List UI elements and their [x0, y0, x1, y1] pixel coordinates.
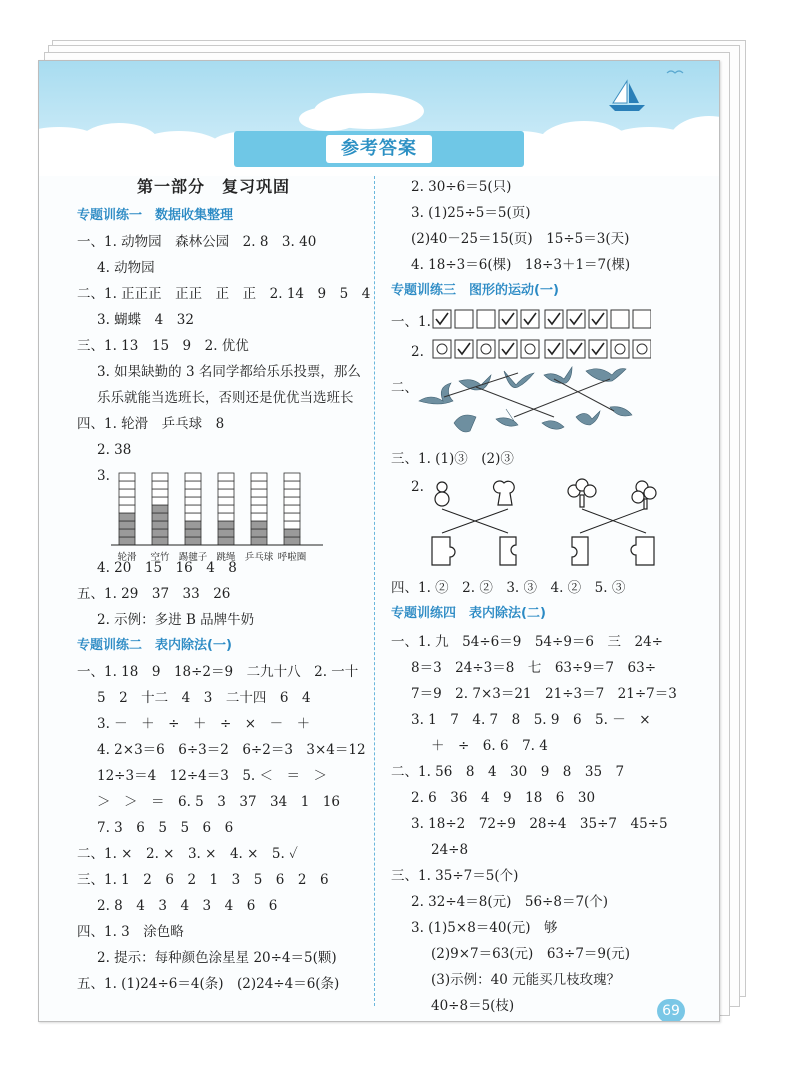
tally-bar-label: 踢毽子	[178, 552, 208, 563]
tally-bar-chart	[111, 465, 331, 547]
tally-cell	[119, 505, 135, 513]
answer-line: 7. 3 6 5 5 6 6	[97, 820, 234, 836]
answer-line: 24÷8	[431, 842, 469, 858]
tally-bar	[119, 473, 135, 545]
tally-cell-filled	[185, 537, 201, 545]
tally-cell-filled	[185, 529, 201, 537]
page-title: 参考答案	[326, 135, 432, 163]
tally-cell-filled	[119, 537, 135, 545]
tally-cell	[284, 505, 300, 513]
answer-line: 二、	[391, 380, 418, 396]
bird-matching-figure	[414, 361, 654, 443]
tally-cell	[185, 505, 201, 513]
answer-line: 5 2 十二 4 3 二十四 6 4	[97, 690, 311, 706]
tally-bar	[284, 473, 300, 545]
tally-bar-label: 跳绳	[216, 552, 236, 563]
tally-cell-filled	[119, 513, 135, 521]
tally-cell	[185, 473, 201, 481]
tally-cell	[284, 473, 300, 481]
part-title: 第一部分 复习巩固	[137, 177, 291, 196]
tally-cell-filled	[218, 521, 234, 529]
answer-page	[38, 60, 720, 1022]
tally-bar	[218, 473, 234, 545]
tally-cell	[251, 489, 267, 497]
tally-cell	[119, 481, 135, 489]
column-divider	[374, 176, 375, 1006]
answer-line: 4. 18÷3＝6(棵) 18÷3＋1＝7(棵)	[411, 257, 631, 273]
answer-line: 二、1. 正正正 正正 正 正 2. 14 9 5 4	[77, 286, 371, 302]
answer-line: 三、1. 35÷7＝5(个)	[391, 868, 519, 884]
answer-line: 2. 38	[97, 442, 132, 458]
tally-cell-filled	[284, 529, 300, 537]
answer-line: 3. 如果缺勤的 3 名同学都给乐乐投票，那么	[97, 364, 361, 380]
tally-cell-filled	[152, 529, 168, 537]
checkbox-row-2	[431, 337, 651, 361]
tally-cell	[284, 521, 300, 529]
answer-line: 2. 提示：每种颜色涂星星 20÷4＝5(颗)	[97, 950, 337, 966]
answer-line: 2.	[411, 479, 424, 495]
answer-line: 2. 30÷6＝5(只)	[411, 179, 512, 195]
answer-line: 一、1. 18 9 18÷2＝9 二九十八 2. 一十	[77, 664, 359, 680]
tally-cell	[251, 513, 267, 521]
answer-line: 2. 6 36 4 9 18 6 30	[411, 790, 596, 806]
answer-line: 3.	[97, 468, 110, 484]
tally-cell	[284, 489, 300, 497]
answer-line: 3. (1)25÷5＝5(页)	[411, 205, 531, 221]
tally-cell-filled	[152, 537, 168, 545]
tally-cell-filled	[218, 529, 234, 537]
tally-cell	[251, 497, 267, 505]
answer-line: 3. 1 7 4. 7 8 5. 9 6 5. － ×	[411, 712, 651, 728]
tally-cell-filled	[152, 521, 168, 529]
answer-line: 2. 32÷4＝8(元) 56÷8＝7(个)	[411, 894, 609, 910]
answer-line: 二、1. 56 8 4 30 9 8 35 7	[391, 764, 625, 780]
answer-line: 三、1. (1)③ (2)③	[391, 451, 514, 467]
tally-cell-filled	[185, 521, 201, 529]
answer-line: ＋ ÷ 6. 6 7. 4	[431, 738, 548, 754]
answer-line: 三、1. 1 2 6 2 1 3 5 6 2 6	[77, 872, 329, 888]
answer-line: 8＝3 24÷3＝8 七 63÷9＝7 63÷	[411, 660, 657, 676]
checkbox-row-1	[431, 307, 651, 331]
tally-cell	[152, 489, 168, 497]
answer-line: (2)40－25＝15(页) 15÷5＝3(天)	[411, 231, 630, 247]
answer-line: 一、1.	[391, 314, 431, 330]
answer-line: 40÷8＝5(枝)	[431, 998, 515, 1014]
answer-line: 三、1. 13 15 9 2. 优优	[77, 338, 249, 354]
answer-line: 一、1. 动物园 森林公园 2. 8 3. 40	[77, 234, 317, 250]
page-number: 69	[657, 999, 685, 1022]
tally-cell	[119, 497, 135, 505]
answer-line: 3. (1)5×8＝40(元) 够	[411, 920, 558, 936]
answer-line: 一、1. 九 54÷6＝9 54÷9＝6 三 24÷	[391, 634, 663, 650]
shape-matching-figure	[424, 473, 664, 573]
tally-cell	[185, 497, 201, 505]
tally-cell-filled	[152, 513, 168, 521]
tally-cell	[185, 489, 201, 497]
answer-line: (3)示例：40 元能买几枝玫瑰？	[431, 972, 621, 988]
tally-cell	[152, 497, 168, 505]
tally-cell	[284, 497, 300, 505]
tally-cell	[218, 489, 234, 497]
answer-line: 4. 动物园	[97, 260, 155, 276]
section-1-title: 专题训练一 数据收集整理	[77, 208, 234, 223]
tally-cell	[218, 505, 234, 513]
answer-line: 五、1. (1)24÷6＝4(条) (2)24÷4＝6(条)	[77, 976, 340, 992]
answer-line: 四、1. 轮滑 乒乓球 8	[77, 416, 225, 432]
answer-line: 4. 20 15 16 4 8	[97, 560, 237, 576]
tally-cell	[185, 481, 201, 489]
answer-line: 3. － ＋ ÷ ＋ ÷ × － ＋	[97, 716, 311, 732]
tally-cell-filled	[251, 521, 267, 529]
tally-cell	[218, 473, 234, 481]
tally-cell	[218, 513, 234, 521]
tally-bar-label: 乒乓球	[244, 552, 274, 563]
tally-cell	[218, 481, 234, 489]
tally-cell	[218, 497, 234, 505]
answer-line: 2. 8 4 3 4 3 4 6 6	[97, 898, 278, 914]
tally-cell-filled	[251, 537, 267, 545]
tally-cell-filled	[218, 537, 234, 545]
tally-cell-filled	[251, 529, 267, 537]
tally-cell	[119, 489, 135, 497]
answer-line: (2)9×7＝63(元) 63÷7＝9(元)	[431, 946, 631, 962]
tally-bar	[251, 473, 267, 545]
answer-line: 四、1. ② 2. ② 3. ③ 4. ② 5. ③	[391, 580, 626, 596]
tally-bar-label: 空竹	[150, 552, 170, 563]
answer-line: ＞ ＞ ＝ 6. 5 3 37 34 1 16	[97, 794, 340, 810]
tally-cell	[152, 473, 168, 481]
tally-cell-filled	[119, 529, 135, 537]
tally-bar	[152, 473, 168, 545]
tally-bar-label: 轮滑	[117, 552, 137, 563]
tally-cell-filled	[284, 537, 300, 545]
answer-line: 二、1. × 2. × 3. × 4. × 5. ✓	[77, 846, 298, 862]
answer-line: 乐乐就能当选班长，否则还是优优当选班长	[97, 390, 354, 406]
answer-line: 五、1. 29 37 33 26	[77, 586, 231, 602]
answer-line: 3. 18÷2 72÷9 28÷4 35÷7 45÷5	[411, 816, 668, 832]
section-2-title: 专题训练二 表内除法(一)	[77, 638, 232, 653]
tally-cell	[251, 505, 267, 513]
tally-cell	[152, 481, 168, 489]
answer-line: 2. 示例：多进 B 品牌牛奶	[97, 612, 255, 628]
tally-cell-filled	[119, 521, 135, 529]
tally-cell	[119, 473, 135, 481]
tally-bar	[185, 473, 201, 545]
answer-line: 2.	[411, 344, 424, 360]
answer-line: 3. 蝴蝶 4 32	[97, 312, 194, 328]
section-4-title: 专题训练四 表内除法(二)	[391, 606, 546, 621]
tally-bar-label: 呼啦圈	[277, 552, 307, 563]
answer-line: 4. 2×3＝6 6÷3＝2 6÷2＝3 3×4＝12	[97, 742, 366, 758]
tally-cell	[284, 513, 300, 521]
answer-line: 7＝9 2. 7×3＝21 21÷3＝7 21÷7＝3	[411, 686, 677, 702]
tally-cell	[185, 513, 201, 521]
tally-cell	[251, 481, 267, 489]
answer-line: 四、1. 3 涂色略	[77, 924, 184, 940]
answer-line: 12÷3＝4 12÷4＝3 5. ＜ ＝ ＞	[97, 768, 328, 784]
tally-cell	[251, 473, 267, 481]
section-3-title: 专题训练三 图形的运动(一)	[391, 283, 559, 298]
tally-cell-filled	[152, 505, 168, 513]
tally-cell	[284, 481, 300, 489]
